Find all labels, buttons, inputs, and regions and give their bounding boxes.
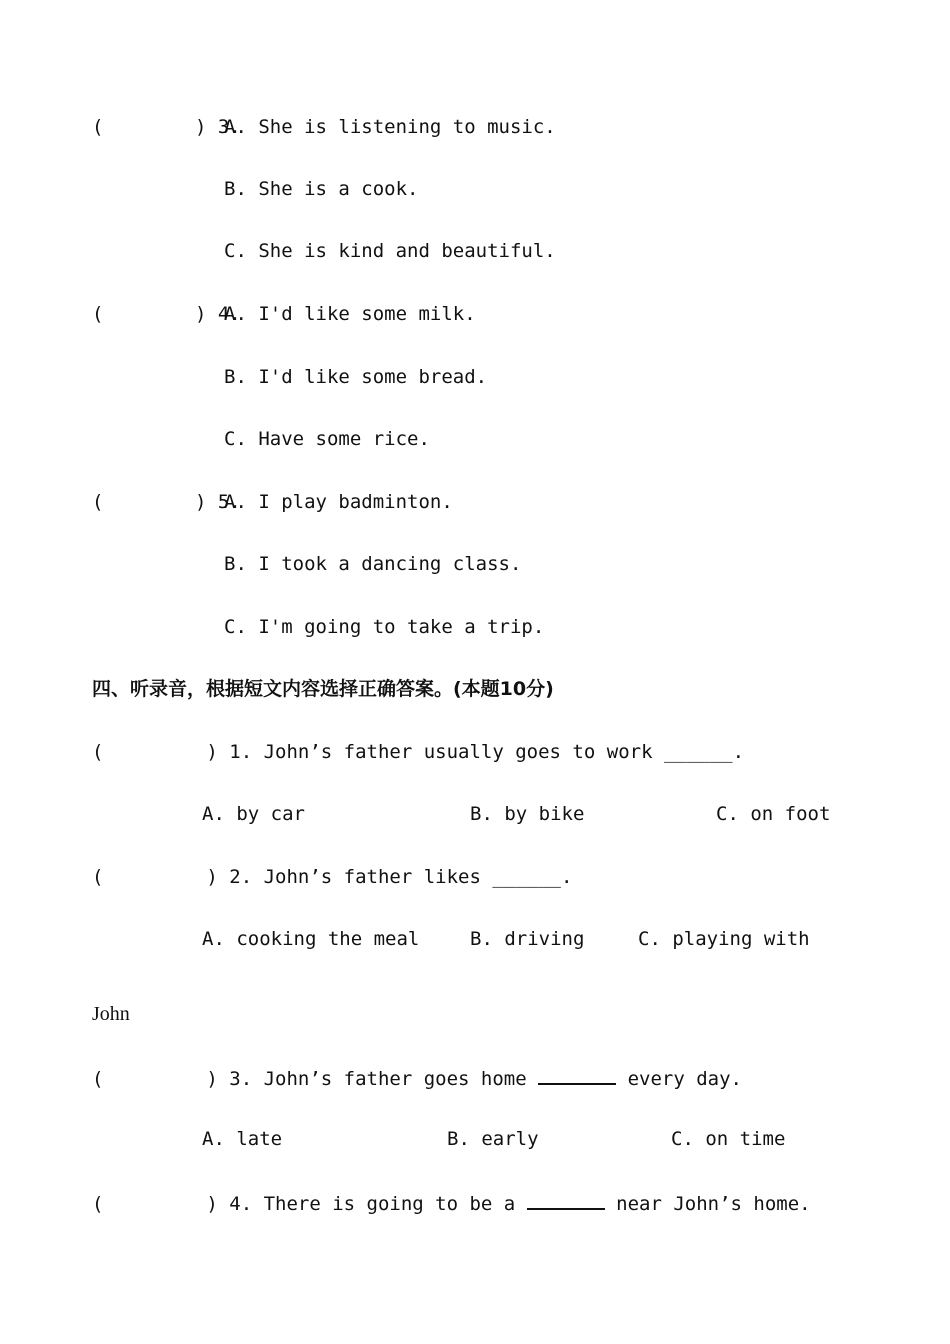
q5-option-c: C. I'm going to take a trip. <box>224 616 545 638</box>
s4-q1-option-c: C. on foot <box>716 803 831 825</box>
q5-number: ( ) 5. <box>92 491 241 513</box>
s4-q1-option-b: B. by bike <box>470 803 585 825</box>
q4-number: ( ) 4. <box>92 303 241 325</box>
s4-q3-option-b: B. early <box>447 1128 539 1150</box>
s4-q4-stem-end: near John’s home. <box>604 1193 811 1215</box>
q5-option-a: A. I play badminton. <box>224 491 453 513</box>
s4-q1-stem: ( ) 1. John’s father usually goes to work ______. <box>92 741 745 763</box>
s4-q2-option-c-continued: John <box>92 1003 130 1025</box>
q5-option-b: B. I took a dancing class. <box>224 553 522 575</box>
s4-q2-option-a: A. cooking the meal <box>202 928 420 950</box>
s4-q3-option-c: C. on time <box>671 1128 786 1150</box>
q3-option-c: C. She is kind and beautiful. <box>224 240 556 262</box>
q3-number: ( ) 3. <box>92 116 241 138</box>
answer-blank <box>538 1065 616 1085</box>
s4-q3-stem-start: ( ) 3. John’s father goes home <box>92 1068 539 1090</box>
section4-heading: 四、听录音，根据短文内容选择正确答案。(本题10分) <box>92 678 554 700</box>
s4-q3-stem <box>92 1065 742 1091</box>
s4-q4-stem-start: ( ) 4. There is going to be a <box>92 1193 527 1215</box>
q3-option-a: A. She is listening to music. <box>224 116 556 138</box>
s4-q2-stem: ( ) 2. John’s father likes ______. <box>92 866 573 888</box>
s4-q1-option-a: A. by car <box>202 803 305 825</box>
s4-q2-option-c: C. playing with <box>638 928 810 950</box>
q4-option-c: C. Have some rice. <box>224 428 430 450</box>
s4-q3-stem-end: every day. <box>616 1068 742 1090</box>
s4-q3-option-a: A. late <box>202 1128 283 1150</box>
q4-option-b: B. I'd like some bread. <box>224 366 488 388</box>
q4-option-a: A. I'd like some milk. <box>224 303 476 325</box>
s4-q4-stem <box>92 1190 811 1216</box>
answer-blank <box>527 1190 605 1210</box>
q3-option-b: B. She is a cook. <box>224 178 419 200</box>
s4-q2-option-b: B. driving <box>470 928 585 950</box>
